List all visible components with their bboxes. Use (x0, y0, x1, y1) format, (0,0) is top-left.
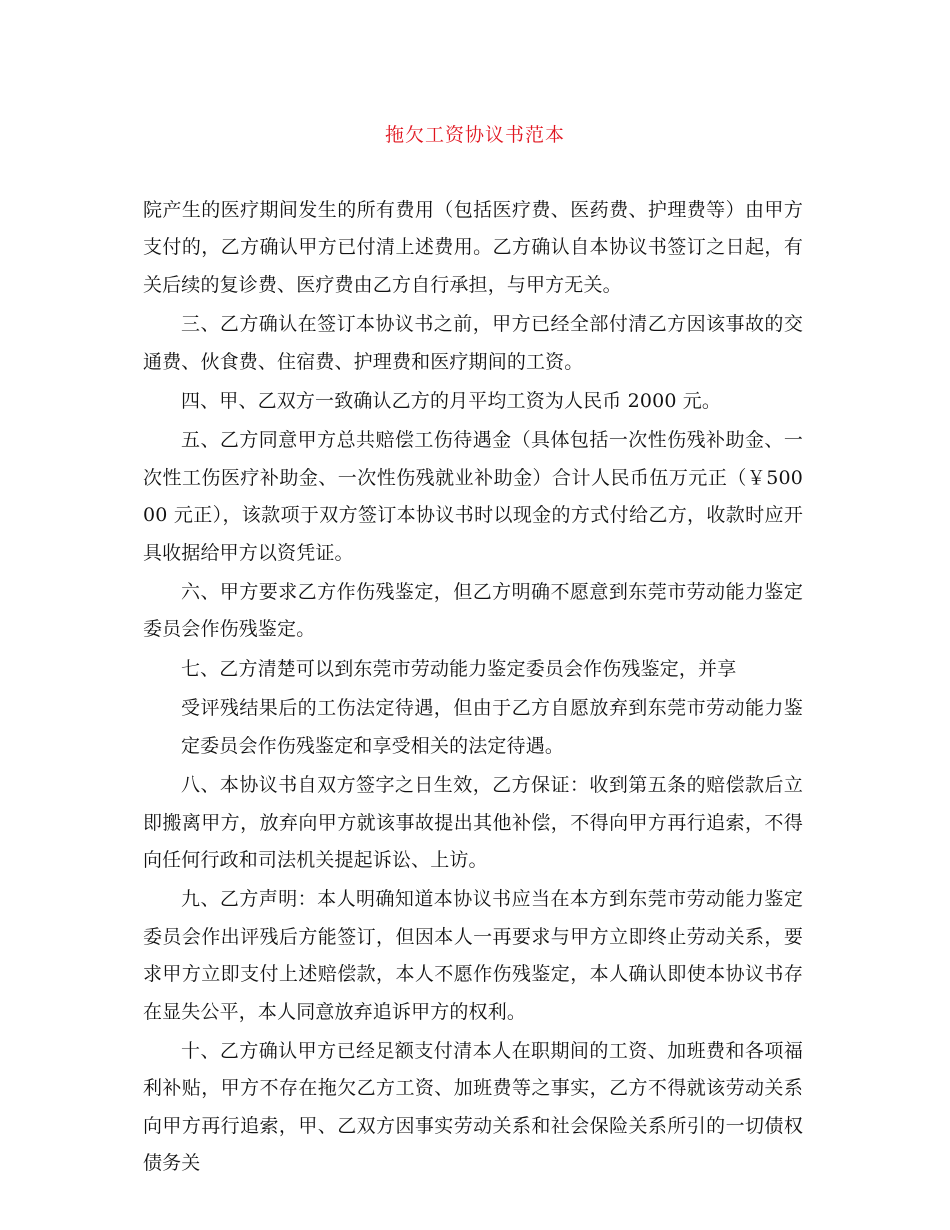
document-title: 拖欠工资协议书范本 (384, 124, 565, 146)
document-body (143, 192, 803, 1185)
paragraph-clause-8: 八、本协议书自双方签字之日生效，乙方保证：收到第五条的赔偿款后立即搬离甲方，放弃向甲方就该事故提出其他补偿，不得向甲方再行追索，不得向任何行政和司法机关提起诉讼、上访。 (143, 774, 803, 871)
paragraph-clause-3: 三、乙方确认在签订本协议书之前，甲方已经全部付清乙方因该事故的交通费、伙食费、住宿费、护理费和医疗期间的工资。 (143, 313, 803, 373)
paragraph-continuation: 院产生的医疗期间发生的所有费用（包括医疗费、医药费、护理费等）由甲方支付的，乙方确认甲方已付清上述费用。乙方确认自本协议书签订之日起，有关后续的复诊费、医疗费由乙方自行承担，与甲方无关。 (143, 199, 803, 296)
paragraph-clause-9: 九、乙方声明：本人明确知道本协议书应当在本方到东莞市劳动能力鉴定委员会作出评残后方能签订，但因本人一再要求与甲方立即终止劳动关系，要求甲方立即支付上述赔偿款，本人不愿作伤残鉴定，本人确认即使本协议书存在显失公平，本人同意放弃追诉甲方的权利。 (143, 888, 803, 1023)
paragraph-clause-10: 十、乙方确认甲方已经足额支付清本人在职期间的工资、加班费和各项福利补贴，甲方不存在拖欠乙方工资、加班费等之事实，乙方不得就该劳动关系向甲方再行追索，甲、乙双方因事实劳动关系和社会保险关系所引的一切债权债务关 (143, 1039, 803, 1175)
paragraph-clause-7-continued: 受评残结果后的工伤法定待遇，但由于乙方自愿放弃到东莞市劳动能力鉴定委员会作伤残鉴定和享受相关的法定待遇。 (181, 697, 803, 757)
paragraph-clause-7: 七、乙方清楚可以到东莞市劳动能力鉴定委员会作伤残鉴定，并享 (181, 657, 737, 680)
paragraph-clause-6: 六、甲方要求乙方作伤残鉴定，但乙方明确不愿意到东莞市劳动能力鉴定委员会作伤残鉴定。 (143, 581, 803, 641)
paragraph-clause-4: 四、甲、乙双方一致确认乙方的月平均工资为人民币 2000 元。 (181, 390, 722, 413)
paragraph-clause-5: 五、乙方同意甲方总共赔偿工伤待遇金（具体包括一次性伤残补助金、一次性工伤医疗补助金、一次性伤残就业补助金）合计人民币伍万元正（￥50000 元正），该款项于双方签订本协议书时以现金的方式付给乙方，收款时应开具收据给甲方以资凭证。 (143, 429, 803, 564)
